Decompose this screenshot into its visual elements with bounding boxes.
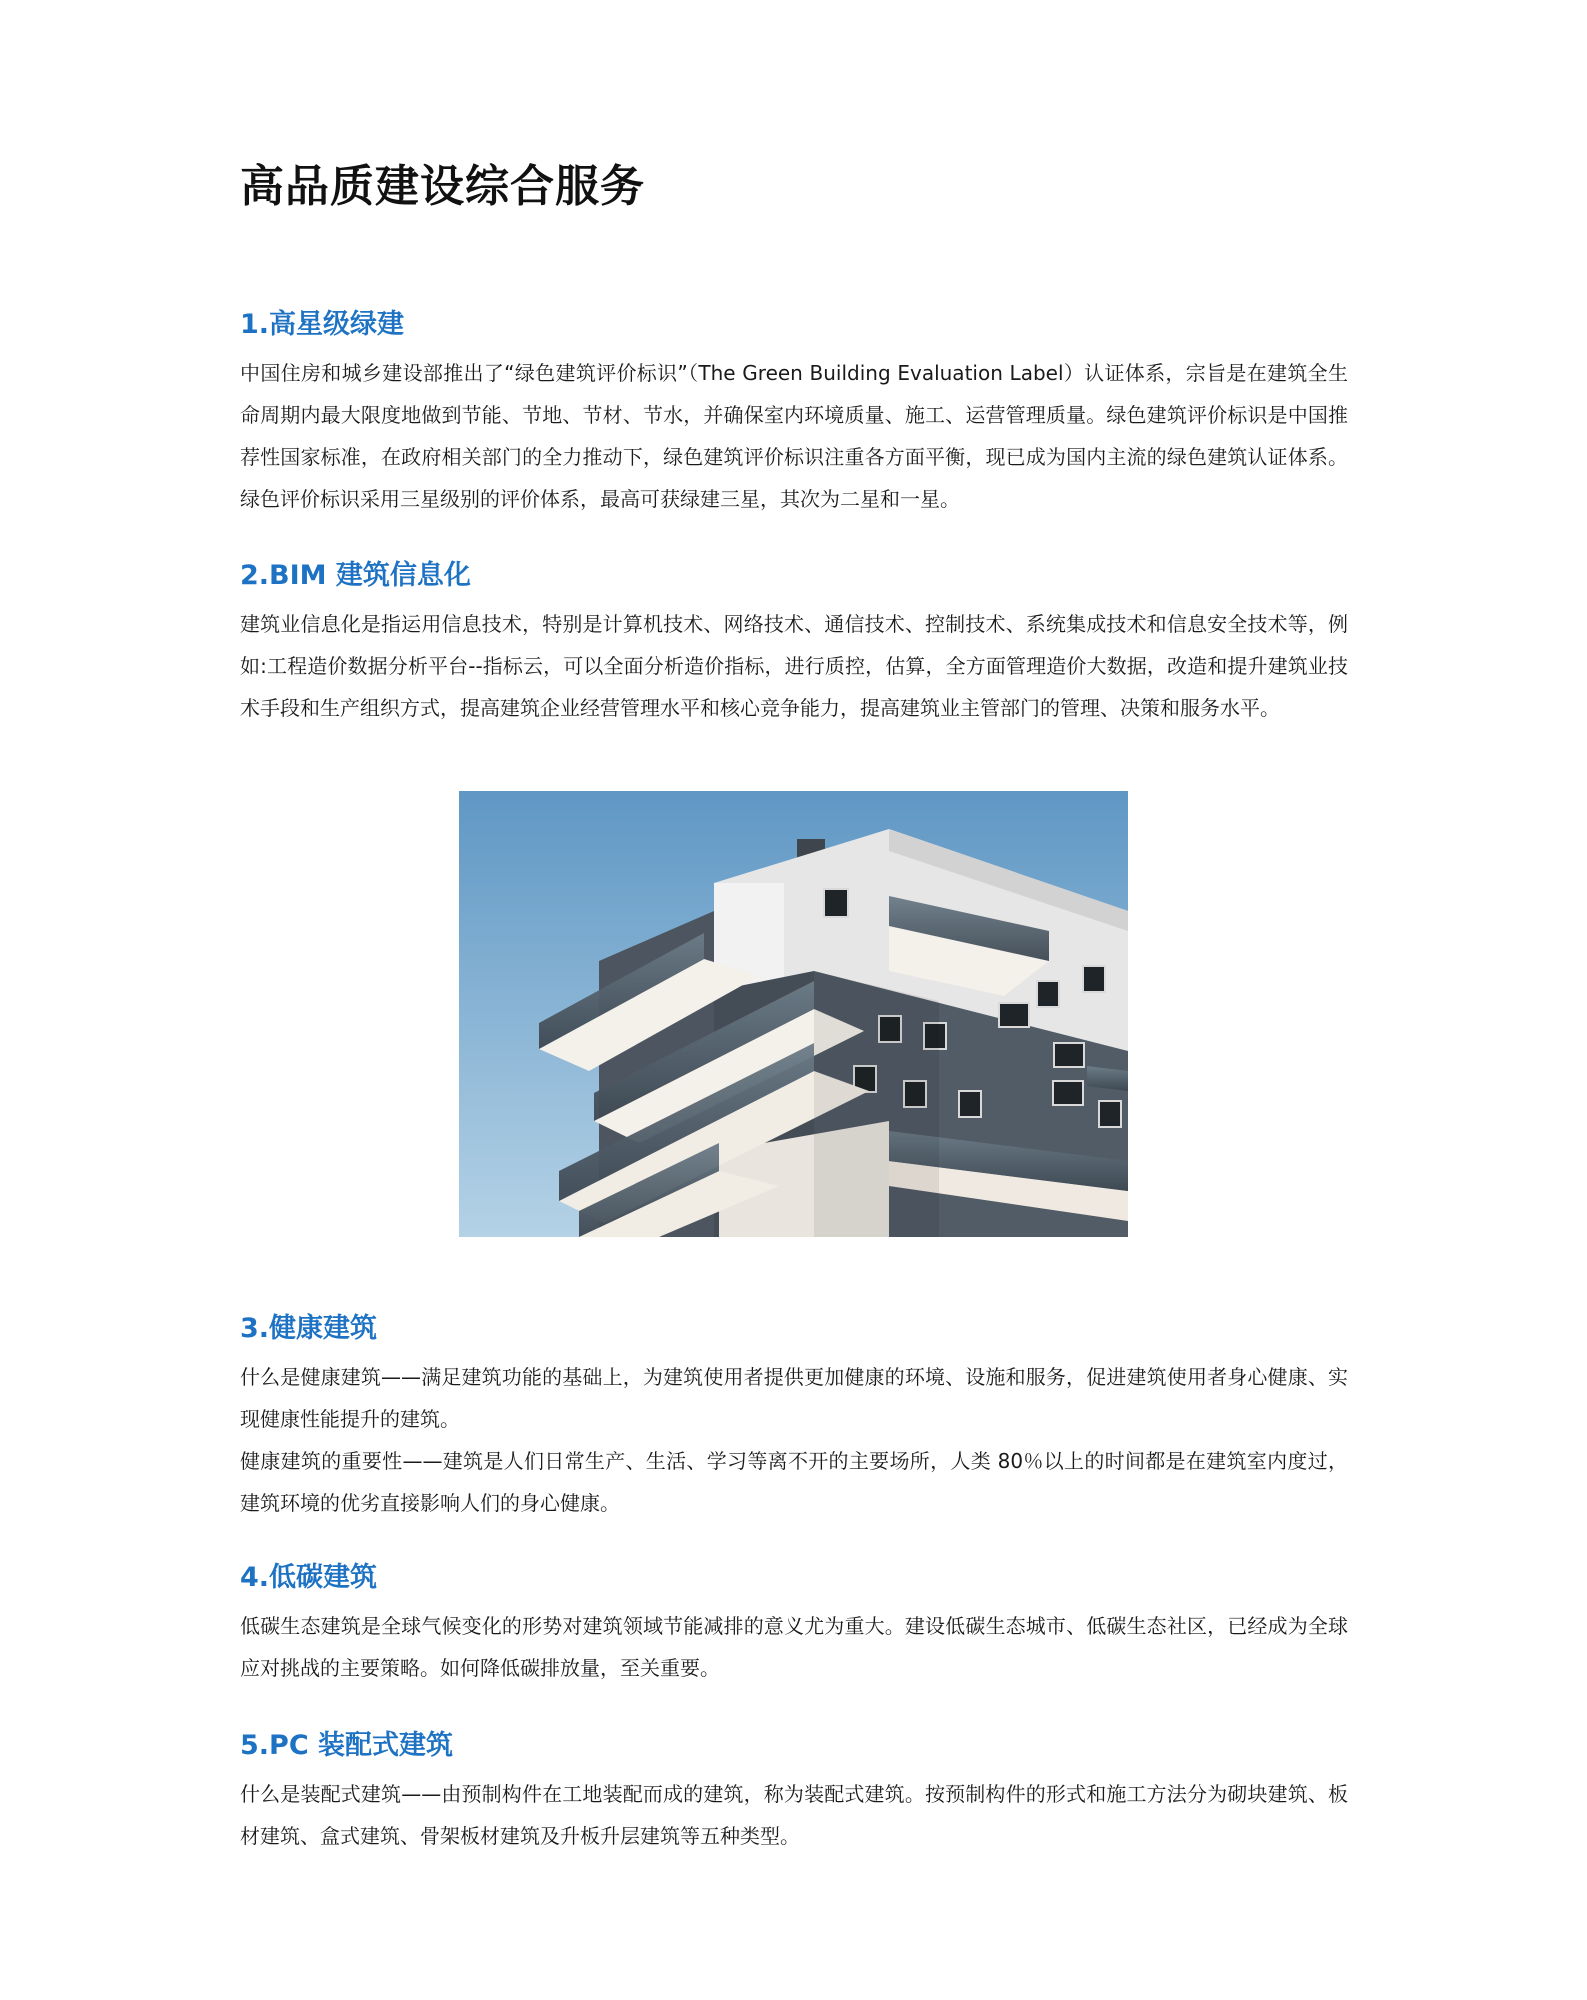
page-title: 高品质建设综合服务 [240,161,645,212]
section-heading: 3.健康建筑 [240,1313,378,1344]
section-heading: 5.PC 装配式建筑 [240,1730,454,1761]
building-illustration [459,791,1128,1237]
section-green-building [240,304,1348,520]
section-healthy-building [240,1308,1348,1524]
section-paragraph: 低碳生态建筑是全球气候变化的形势对建筑领域节能减排的意义尤为重大。建设低碳生态城市、低碳生态社区，已经成为全球应对挑战的主要策略。如何降低碳排放量，至关重要。 [240,1614,1348,1680]
section-low-carbon [240,1557,1348,1689]
section-paragraph: 什么是健康建筑——满足建筑功能的基础上，为建筑使用者提供更加健康的环境、设施和服务，促进建筑使用者身心健康、实现健康性能提升的建筑。 [240,1365,1348,1431]
section-heading: 2.BIM 建筑信息化 [240,560,471,591]
section-prefab [240,1725,1348,1857]
section-paragraph: 健康建筑的重要性——建筑是人们日常生产、生活、学习等离不开的主要场所，人类 80％以上的时间都是在建筑室内度过，建筑环境的优劣直接影响人们的身心健康。 [240,1449,1348,1515]
section-heading: 4.低碳建筑 [240,1562,378,1593]
section-heading: 1.高星级绿建 [240,309,405,340]
section-bim [240,555,1348,729]
section-paragraph: 什么是装配式建筑——由预制构件在工地装配而成的建筑，称为装配式建筑。按预制构件的形式和施工方法分为砌块建筑、板材建筑、盒式建筑、骨架板材建筑及升板升层建筑等五种类型。 [240,1782,1348,1848]
building-photo [459,791,1128,1237]
section-paragraph: 建筑业信息化是指运用信息技术，特别是计算机技术、网络技术、通信技术、控制技术、系统集成技术和信息安全技术等，例如:工程造价数据分析平台--指标云，可以全面分析造价指标，进行质控，估算，全方面管理造价大数据，改造和提升建筑业技术手段和生产组织方式，提高建筑企业经营管理水平和核心竞争能力，提高建筑业主管部门的管理、决策和服务水平。 [240,612,1348,720]
section-paragraph: 中国住房和城乡建设部推出了“绿色建筑评价标识”（The Green Building Evaluation Label）认证体系，宗旨是在建筑全生命周期内最大限度地做到节能、节地、节材、节水，并确保室内环境质量、施工、运营管理质量。绿色建筑评价标识是中国推荐性国家标准，在政府相关部门的全力推动下，绿色建筑评价标识注重各方面平衡，现已成为国内主流的绿色建筑认证体系。绿色评价标识采用三星级别的评价体系，最高可获绿建三星，其次为二星和一星。 [240,361,1348,511]
